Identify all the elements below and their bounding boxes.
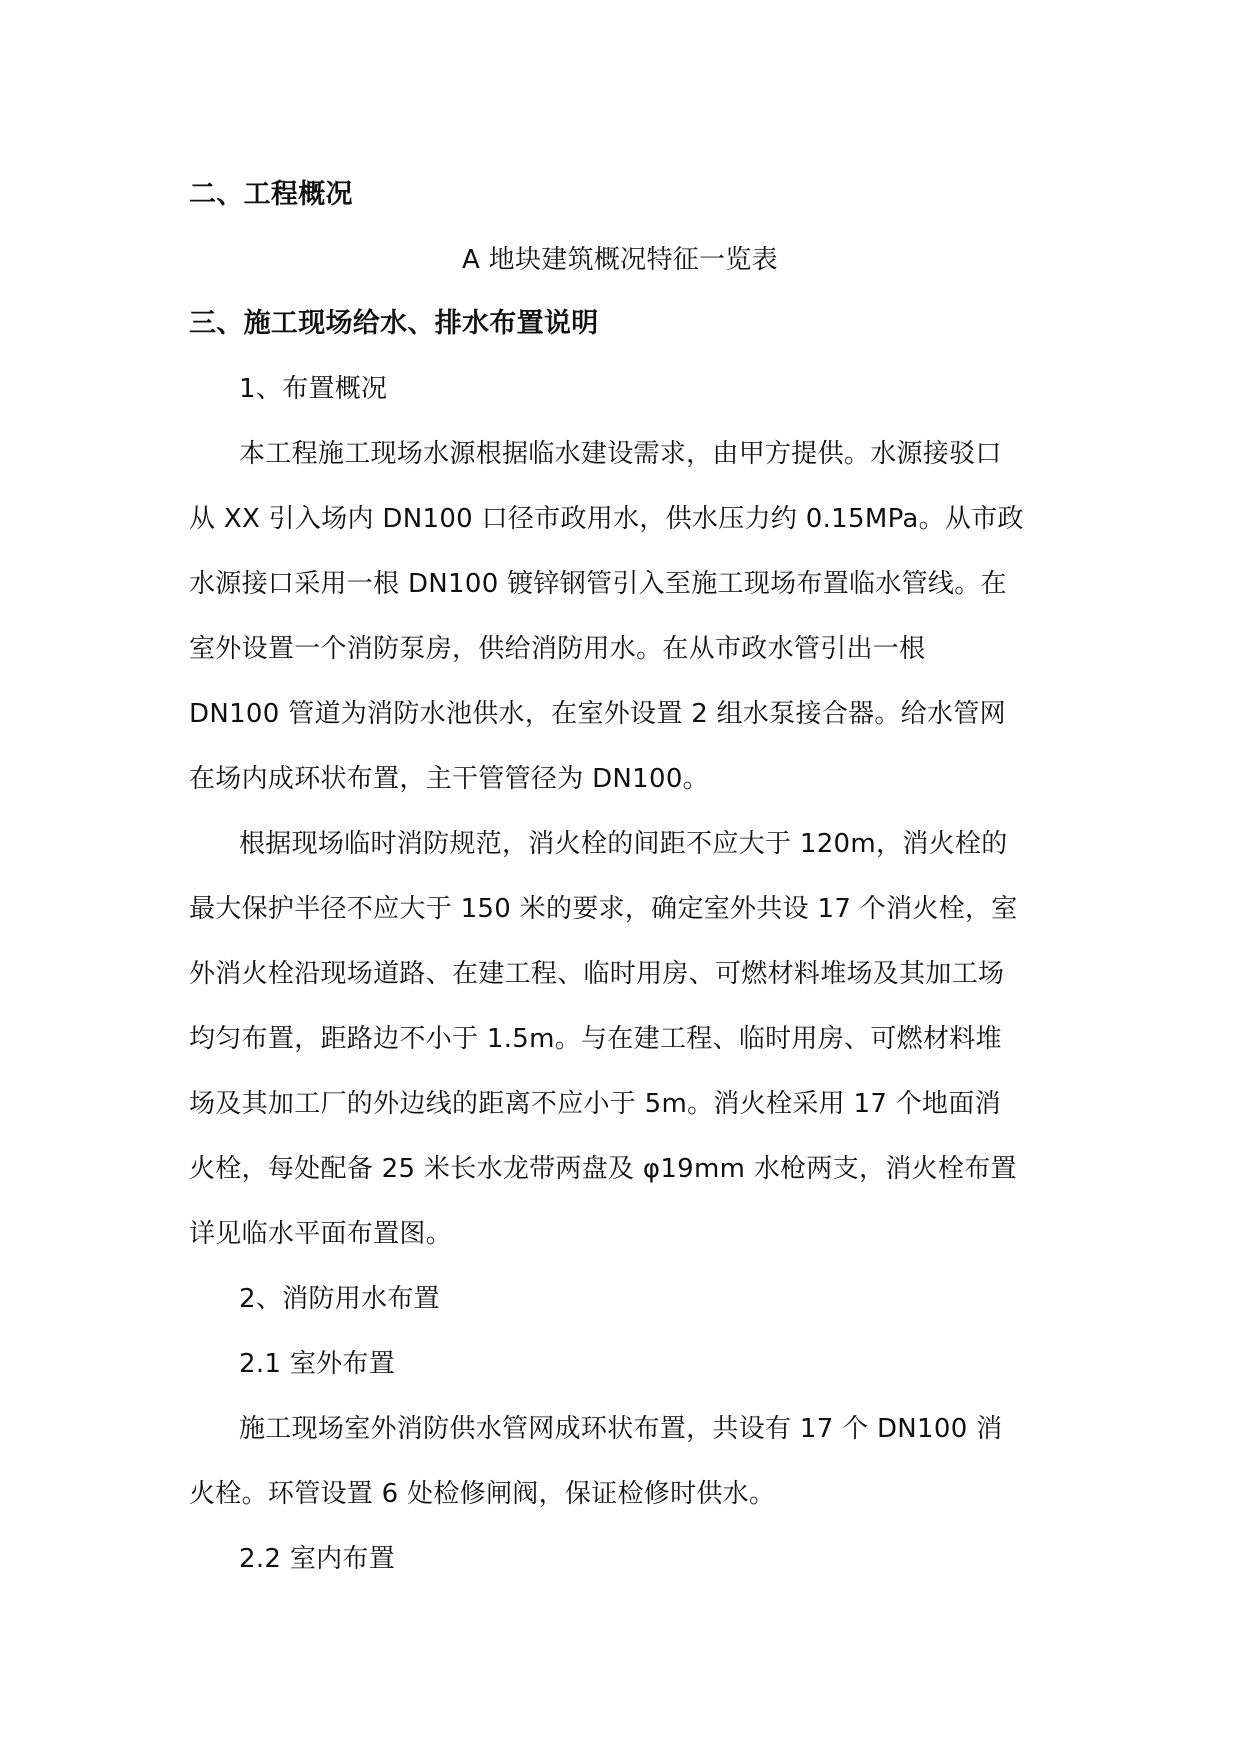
subheading-fire-water: 2、消防用水布置 xyxy=(239,1284,440,1314)
paragraph-line: 在场内成环状布置，主干管管径为 DN100。 xyxy=(189,764,709,794)
paragraph-line: 最大保护半径不应大于 150 米的要求，确定室外共设 17 个消火栓，室 xyxy=(189,894,1018,924)
subheading-outdoor: 2.1 室外布置 xyxy=(239,1349,396,1379)
subheading-layout-overview: 1、布置概况 xyxy=(239,374,388,404)
paragraph-line: 外消火栓沿现场道路、在建工程、临时用房、可燃材料堆场及其加工场 xyxy=(189,959,1005,989)
paragraph-line: 均匀布置，距路边不小于 1.5m。与在建工程、临时用房、可燃材料堆 xyxy=(189,1024,1002,1054)
paragraph-line: 详见临水平面布置图。 xyxy=(189,1219,453,1249)
paragraph-line: 根据现场临时消防规范，消火栓的间距不应大于 120m，消火栓的 xyxy=(239,829,1008,859)
paragraph-line: DN100 管道为消防水池供水，在室外设置 2 组水泵接合器。给水管网 xyxy=(189,699,1006,729)
paragraph-line: 施工现场室外消防供水管网成环状布置，共设有 17 个 DN100 消 xyxy=(239,1414,1003,1444)
paragraph-line: 水源接口采用一根 DN100 镀锌钢管引入至施工现场布置临水管线。在 xyxy=(189,569,1007,599)
paragraph-line: 火栓，每处配备 25 米长水龙带两盘及 φ19mm 水枪两支，消火栓布置 xyxy=(189,1154,1017,1184)
section-heading-3: 三、施工现场给水、排水布置说明 xyxy=(189,308,599,339)
paragraph-line: 本工程施工现场水源根据临水建设需求，由甲方提供。水源接驳口 xyxy=(239,439,1002,469)
section-heading-2: 二、工程概况 xyxy=(189,179,353,210)
paragraph-line: 火栓。环管设置 6 处检修闸阀，保证检修时供水。 xyxy=(189,1479,776,1509)
paragraph-line: 从 XX 引入场内 DN100 口径市政用水，供水压力约 0.15MPa。从市政 xyxy=(189,504,1024,534)
paragraph-line: 室外设置一个消防泵房，供给消防用水。在从市政水管引出一根 xyxy=(189,634,926,664)
table-caption: A 地块建筑概况特征一览表 xyxy=(462,245,778,275)
paragraph-line: 场及其加工厂的外边线的距离不应小于 5m。消火栓采用 17 个地面消 xyxy=(189,1089,1001,1119)
subheading-indoor: 2.2 室内布置 xyxy=(239,1544,396,1574)
